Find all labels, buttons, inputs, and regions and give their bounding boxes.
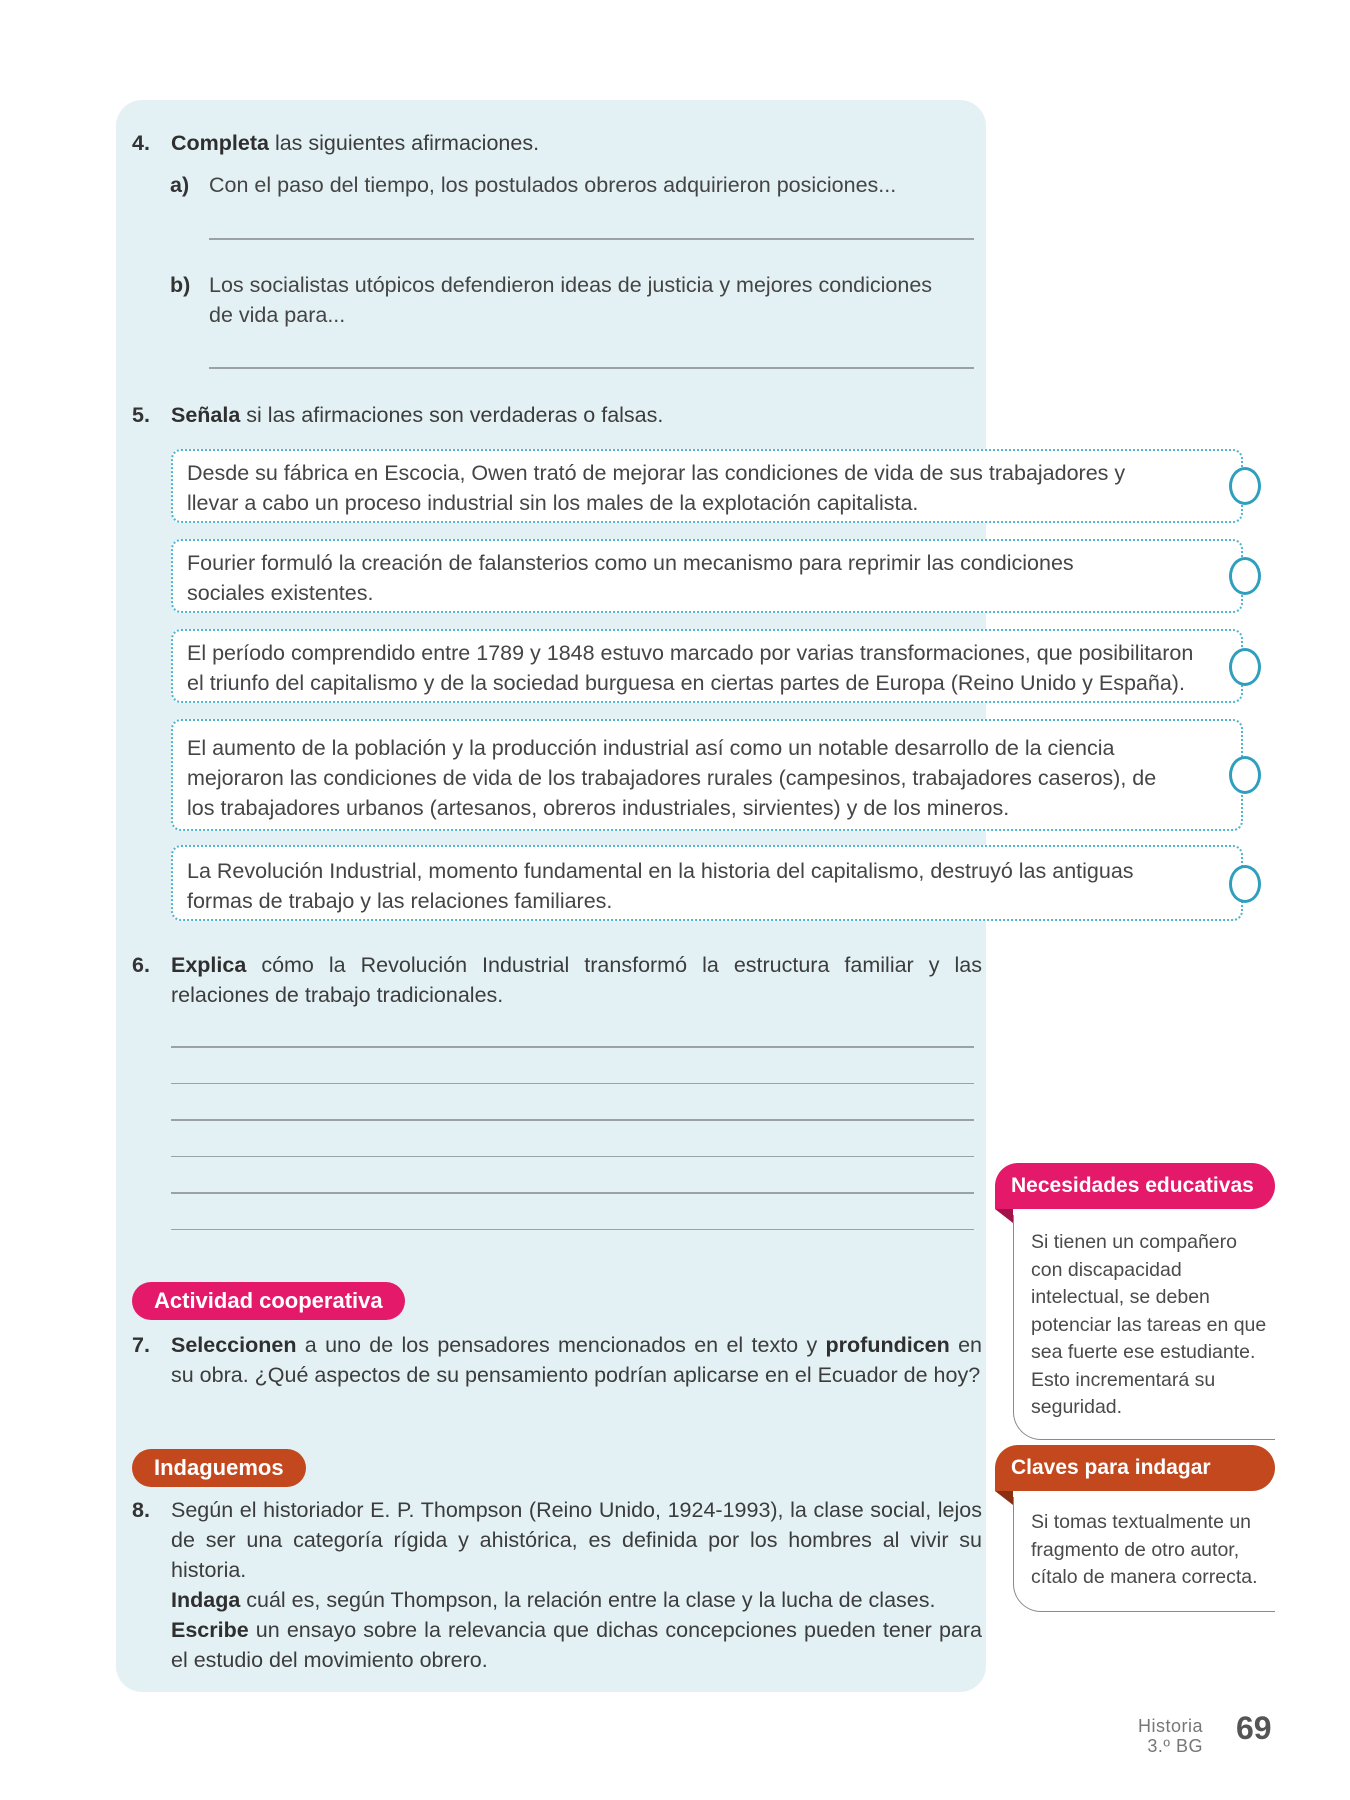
question-7	[132, 1330, 982, 1422]
research-keys-body	[1013, 1497, 1275, 1612]
true-false-answer-circle-4[interactable]	[1229, 756, 1261, 794]
true-false-answer-circle-3[interactable]	[1229, 648, 1261, 686]
question-6	[132, 950, 982, 1014]
question-text: cómo la Revolución Industrial transformó la estructura familiar y las relaciones de trabajo tradicionales.	[171, 953, 982, 1007]
statement-3	[171, 629, 1243, 703]
note-line: potenciar las tareas en que	[1031, 1313, 1267, 1336]
note-line: fragmento de otro autor,	[1031, 1538, 1240, 1561]
answer-line[interactable]	[171, 1046, 974, 1048]
header-fold-decoration	[995, 1209, 1013, 1223]
item-text: Con el paso del tiempo, los postulados obreros adquirieron posiciones...	[209, 173, 897, 197]
educational-needs-body	[1013, 1215, 1275, 1440]
question-text: si las afirmaciones son verdaderas o falsas.	[240, 403, 664, 427]
question-4	[132, 128, 982, 160]
statement-line: mejoraron las condiciones de vida de los trabajadores rurales (campesinos, trabajadores caseros), de	[187, 766, 1157, 790]
cooperative-activity-badge: Actividad cooperativa	[132, 1282, 405, 1320]
question-text: a uno de los pensadores mencionados en el texto y	[296, 1333, 826, 1357]
true-false-answer-circle-5[interactable]	[1229, 865, 1261, 903]
question-text: las siguientes afirmaciones.	[268, 131, 540, 155]
question-verb-2: Escribe	[171, 1618, 249, 1642]
question-number: 8.	[132, 1498, 150, 1522]
statement-4	[171, 719, 1243, 831]
true-false-answer-circle-1[interactable]	[1229, 467, 1261, 505]
statement-line: La Revolución Industrial, momento fundamental en la historia del capitalismo, destruyó las antiguas	[187, 859, 1134, 883]
note-line: sea fuerte ese estudiante.	[1031, 1341, 1256, 1363]
question-verb-2: profundicen	[825, 1333, 950, 1357]
question-number: 6.	[132, 953, 150, 977]
statement-line: El período comprendido entre 1789 y 1848 estuvo marcado por varias transformaciones, que posibilitaron	[187, 641, 1194, 665]
question-8	[132, 1495, 982, 1680]
question-text: cuál es, según Thompson, la relación entre la clase y la lucha de clases.	[240, 1588, 936, 1612]
statement-1	[171, 449, 1243, 523]
answer-line[interactable]	[171, 1119, 974, 1121]
statement-line: Fourier formuló la creación de falansterios como un mecanismo para reprimir las condiciones	[187, 551, 1074, 575]
answer-line-4b[interactable]	[209, 367, 974, 369]
question-5	[132, 400, 982, 432]
question-intro: Según el historiador E. P. Thompson (Reino Unido, 1924-1993), la clase social, lejos de ser una categoría rígida y ahistórica, es definida por los hombres al vivir su historia.	[171, 1498, 982, 1582]
question-verb: Explica	[171, 953, 247, 977]
note-line: intelectual, se deben	[1031, 1286, 1210, 1308]
statement-line: Desde su fábrica en Escocia, Owen trató de mejorar las condiciones de vida de sus trabajadores y	[187, 461, 1126, 485]
page-number: 69	[1236, 1710, 1272, 1746]
item-text-line-1: Los socialistas utópicos defendieron ideas de justicia y mejores condiciones	[209, 273, 933, 297]
answer-line-4a[interactable]	[209, 238, 974, 240]
indaguemos-badge: Indaguemos	[132, 1449, 306, 1487]
item-text-line-2: de vida para...	[209, 303, 346, 327]
question-verb: Indaga	[171, 1588, 241, 1612]
header-fold-decoration	[995, 1491, 1013, 1505]
item-label: a)	[170, 173, 190, 197]
question-text-2: en su obra. ¿Qué aspectos de su pensamiento podrían aplicarse en el Ecuador de hoy?	[171, 1333, 982, 1387]
question-text-2: un ensayo sobre la relevancia que dichas concepciones pueden tener para el estudio del movimiento obrero.	[171, 1618, 982, 1672]
true-false-answer-circle-2[interactable]	[1229, 557, 1261, 595]
footer-subject	[1138, 1716, 1203, 1756]
answer-line[interactable]	[171, 1083, 974, 1085]
question-4b	[170, 270, 985, 332]
statement-line: formas de trabajo y las relaciones familiares.	[187, 889, 613, 913]
question-verb: Seleccionen	[171, 1333, 297, 1357]
statement-line: El aumento de la población y la producción industrial así como un notable desarrollo de la ciencia	[187, 736, 1115, 760]
question-number: 7.	[132, 1333, 150, 1357]
note-line: Esto incrementará su	[1031, 1368, 1216, 1391]
note-line: con discapacidad	[1031, 1258, 1182, 1281]
question-verb: Señala	[171, 403, 241, 427]
item-label: b)	[170, 273, 191, 297]
statement-line: llevar a cabo un proceso industrial sin los males de la explotación capitalista.	[187, 491, 919, 515]
note-line: Si tienen un compañero	[1031, 1231, 1237, 1253]
grade-level: 3.º BG	[1147, 1736, 1203, 1756]
answer-line[interactable]	[171, 1156, 974, 1158]
note-line: seguridad.	[1031, 1396, 1123, 1418]
question-number: 4.	[132, 131, 150, 155]
statement-line: los trabajadores urbanos (artesanos, obreros industriales, sirvientes) y de los mineros.	[187, 796, 1010, 820]
statement-5	[171, 845, 1243, 921]
answer-line[interactable]	[171, 1192, 974, 1194]
research-keys-header: Claves para indagar	[995, 1445, 1275, 1491]
note-line: Si tomas textualmente un	[1031, 1511, 1252, 1533]
educational-needs-header: Necesidades educativas	[995, 1163, 1275, 1209]
subject-name: Historia	[1137, 1716, 1203, 1736]
statement-line: sociales existentes.	[187, 581, 374, 605]
question-4a	[170, 170, 985, 202]
statement-2	[171, 539, 1243, 613]
question-verb: Completa	[171, 131, 269, 155]
note-line: cítalo de manera correcta.	[1031, 1566, 1258, 1588]
question-number: 5.	[132, 403, 150, 427]
answer-line[interactable]	[171, 1229, 974, 1231]
statement-line: el triunfo del capitalismo y de la sociedad burguesa en ciertas partes de Europa (Reino Unido y España).	[187, 671, 1185, 695]
